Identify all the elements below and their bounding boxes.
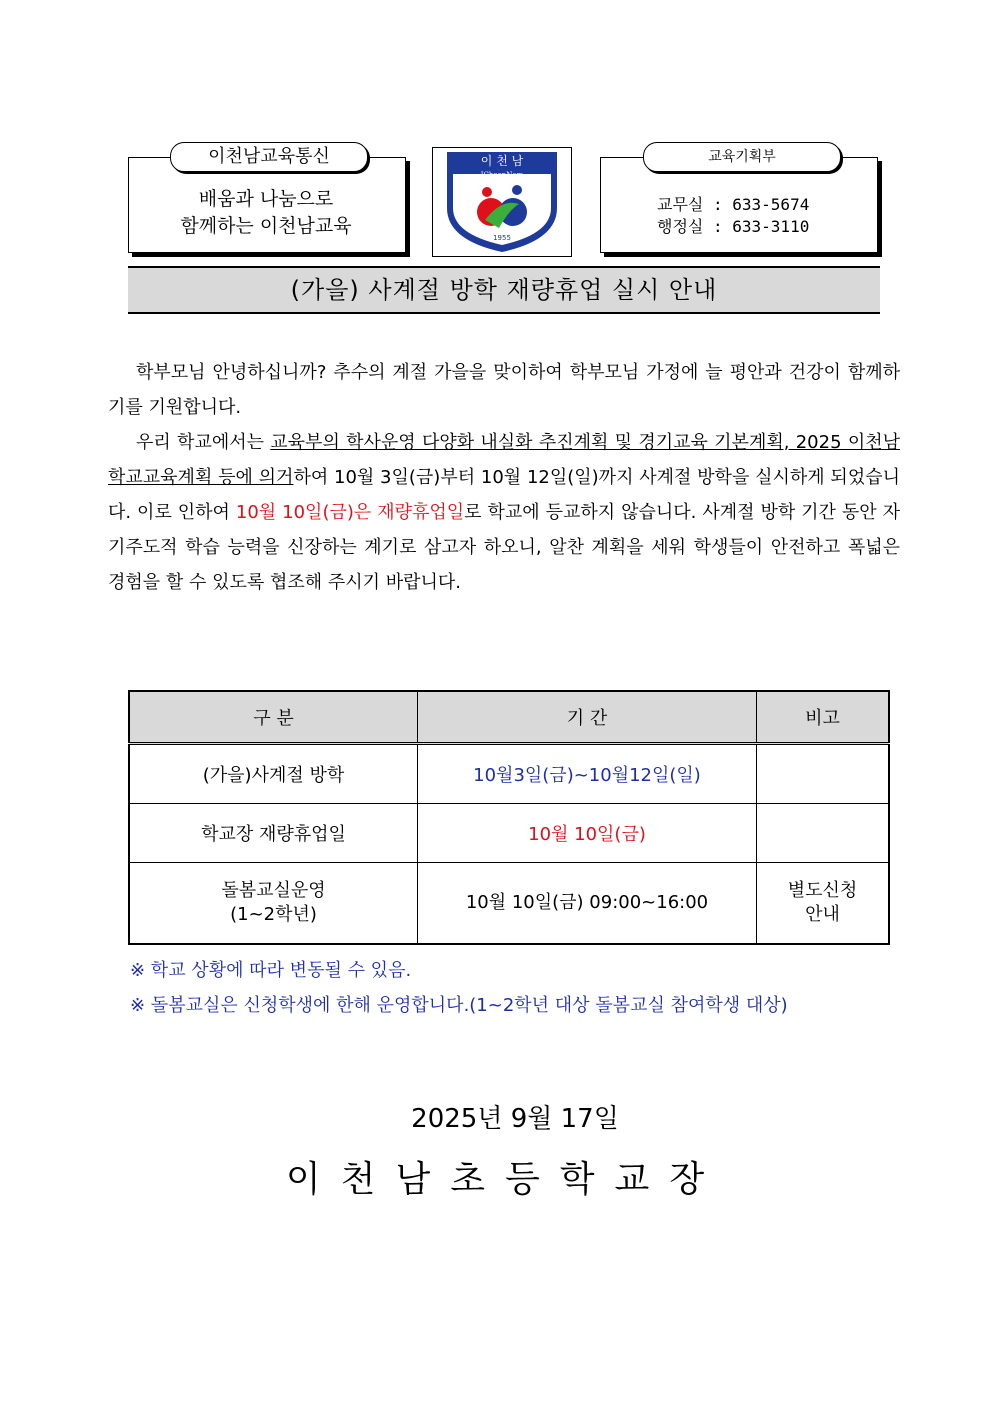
text-segment: 하여 10월 3일(금)부터 10월 12일(일)까지 사계절 방학을 실시하게 되었습니다. 이로 인하여: [108, 467, 900, 523]
underlined-basis: 교육부의 학사운영 다양화 내실화 추진계획 및 경기교육 기본계획, 2025 이천남 학교교육계획 등에 의거: [108, 432, 900, 488]
principal-signature: 이천남초등학교장: [285, 1159, 725, 1200]
svg-text:이 천 남: 이 천 남: [480, 154, 524, 168]
paragraph-announcement: [108, 425, 900, 600]
highlight-holiday: 10월 10일(금)은 재량휴업일: [235, 502, 465, 523]
note-line1: 별도신청: [787, 880, 858, 901]
contact-info: [657, 194, 809, 238]
cell-period: 10월 10일(금) 09:00~16:00: [418, 863, 757, 945]
department-pill: 교육기획부: [643, 142, 841, 172]
header-note: 비고: [757, 691, 890, 744]
newsletter-title-pill: 이천남교육통신: [170, 142, 368, 172]
body-text: [108, 355, 900, 600]
table-row: [129, 804, 889, 863]
cell-category: [129, 863, 418, 945]
schedule-table: [128, 690, 890, 945]
text-segment: 로 학교에 등교하지 않습니다. 사계절 방학 기간 동안 자기주도적 학습 능력을 신장하는 계기로 삼고자 하오니, 알찬 계획을 세워 학생들이 안전하고 폭넓은 경험을 할 수 있도록 협조해 주시기 바랍니다.: [108, 502, 901, 593]
svg-text:ICheonNam: ICheonNam: [480, 171, 524, 179]
contact-line2: 행정실 : 633-3110: [657, 217, 810, 236]
table-row: [129, 863, 889, 945]
contact-line1: 교무실 : 633-5674: [657, 195, 810, 214]
school-logo: [432, 147, 572, 257]
header-category: 구 분: [129, 691, 418, 744]
cell-note: [757, 744, 890, 804]
issue-date: 2025년 9월 17일: [411, 1104, 619, 1134]
category-line1: 돌봄교실운영: [221, 880, 326, 901]
paragraph-greeting: 학부모님 안녕하십니까? 추수의 계절 가을을 맞이하여 학부모님 가정에 늘 평안과 건강이 함께하기를 기원합니다.: [108, 362, 900, 418]
note-line2: 안내: [805, 904, 840, 925]
table-header-row: [129, 691, 889, 744]
text-segment: 우리 학교에서는: [136, 432, 271, 453]
table-row: [129, 744, 889, 804]
slogan-line1: 배움과 나눔으로: [198, 188, 334, 210]
notice-care-class: ※ 돌봄교실은 신청학생에 한해 운영합니다.(1~2학년 대상 돌봄교실 참여학생 대상): [130, 995, 788, 1016]
category-line2: (1~2학년): [230, 904, 317, 925]
cell-note: [757, 804, 890, 863]
document-title: (가을) 사계절 방학 재량휴업 실시 안내: [128, 266, 880, 314]
cell-category: 학교장 재량휴업일: [129, 804, 418, 863]
school-emblem-icon: [433, 148, 571, 256]
slogan-line2: 함께하는 이천남교육: [180, 215, 352, 237]
school-slogan: [128, 186, 404, 240]
cell-note: [757, 863, 890, 945]
cell-period: 10월3일(금)~10월12일(일): [418, 744, 757, 804]
header-period: 기 간: [418, 691, 757, 744]
svg-text:1955: 1955: [493, 234, 511, 242]
cell-category: (가을)사계절 방학: [129, 744, 418, 804]
cell-period: 10월 10일(금): [418, 804, 757, 863]
notice-change: ※ 학교 상황에 따라 변동될 수 있음.: [130, 960, 412, 981]
